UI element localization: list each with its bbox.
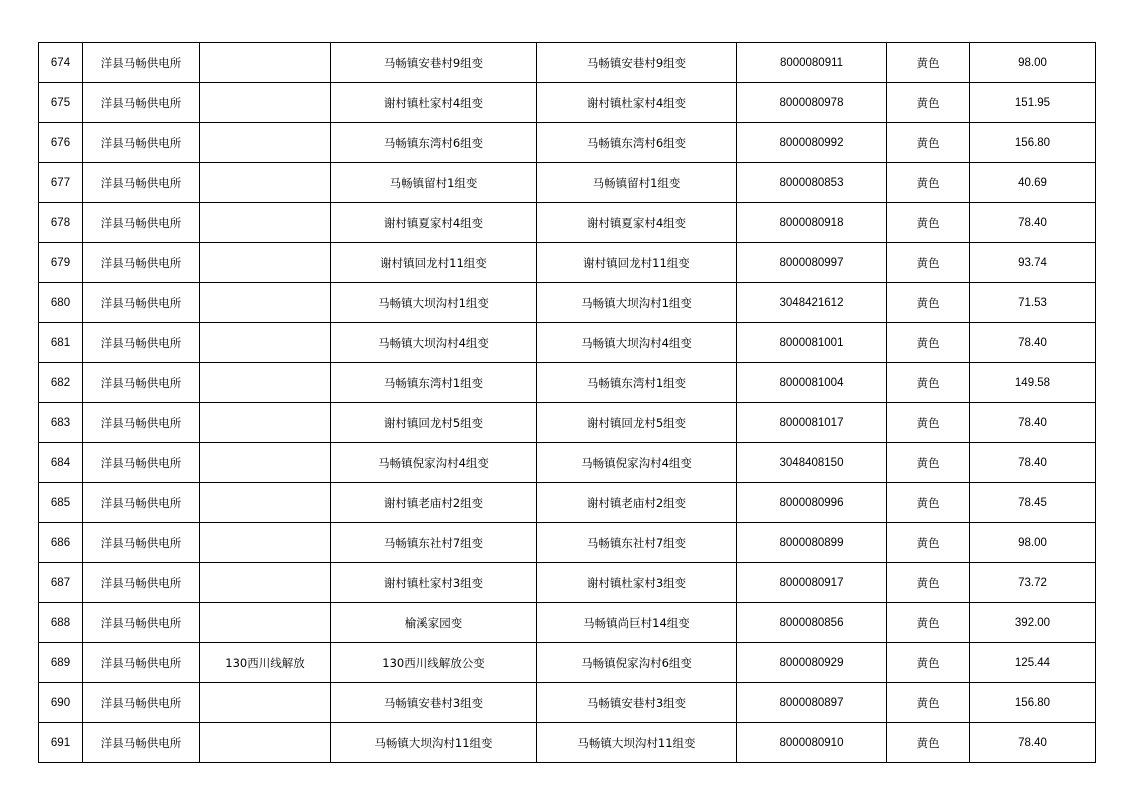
meter-code-cell: 8000080929 [737,643,887,683]
unit-cell: 洋县马畅供电所 [83,443,200,483]
transformer-cell: 马畅镇大坝沟村4组变 [331,323,537,363]
station-name-cell: 谢村镇老庙村2组变 [537,483,737,523]
row-number-cell: 684 [39,443,83,483]
unit-cell: 洋县马畅供电所 [83,643,200,683]
transformer-cell: 130西川线解放公变 [331,643,537,683]
meter-code-cell: 8000080918 [737,203,887,243]
transformer-cell: 谢村镇杜家村4组变 [331,83,537,123]
station-name-cell: 马畅镇东湾村1组变 [537,363,737,403]
transformer-cell: 马畅镇东湾村1组变 [331,363,537,403]
meter-code-cell: 8000080996 [737,483,887,523]
station-name-cell: 马畅镇大坝沟村4组变 [537,323,737,363]
row-number-cell: 682 [39,363,83,403]
transformer-cell: 谢村镇回龙村5组变 [331,403,537,443]
meter-code-cell: 8000080997 [737,243,887,283]
warning-level-cell: 黄色 [887,403,970,443]
transformer-cell: 谢村镇老庙村2组变 [331,483,537,523]
table-row [39,523,1096,563]
row-number-cell: 691 [39,723,83,763]
line-cell [200,83,331,123]
row-number-cell: 676 [39,123,83,163]
row-number-cell: 686 [39,523,83,563]
transformer-cell: 马畅镇东社村7组变 [331,523,537,563]
warning-level-cell: 黄色 [887,523,970,563]
table-row [39,643,1096,683]
row-number-cell: 690 [39,683,83,723]
table-row [39,483,1096,523]
table-row [39,123,1096,163]
value-cell: 125.44 [970,643,1096,683]
station-name-cell: 马畅镇大坝沟村11组变 [537,723,737,763]
line-cell [200,523,331,563]
transformer-cell: 马畅镇大坝沟村1组变 [331,283,537,323]
row-number-cell: 683 [39,403,83,443]
warning-level-cell: 黄色 [887,123,970,163]
meter-code-cell: 8000080917 [737,563,887,603]
value-cell: 71.53 [970,283,1096,323]
warning-level-cell: 黄色 [887,323,970,363]
meter-code-cell: 8000081004 [737,363,887,403]
row-number-cell: 687 [39,563,83,603]
unit-cell: 洋县马畅供电所 [83,683,200,723]
row-number-cell: 680 [39,283,83,323]
transformer-cell: 谢村镇回龙村11组变 [331,243,537,283]
station-name-cell: 谢村镇杜家村4组变 [537,83,737,123]
line-cell [200,123,331,163]
unit-cell: 洋县马畅供电所 [83,603,200,643]
line-cell [200,403,331,443]
meter-code-cell: 8000080853 [737,163,887,203]
unit-cell: 洋县马畅供电所 [83,403,200,443]
transformer-cell: 马畅镇东湾村6组变 [331,123,537,163]
unit-cell: 洋县马畅供电所 [83,323,200,363]
table-row [39,723,1096,763]
row-number-cell: 688 [39,603,83,643]
table-body [39,43,1096,763]
line-cell [200,563,331,603]
unit-cell: 洋县马畅供电所 [83,163,200,203]
meter-code-cell: 8000080897 [737,683,887,723]
transformer-cell: 榆溪家园变 [331,603,537,643]
warning-level-cell: 黄色 [887,643,970,683]
table-row [39,563,1096,603]
line-cell [200,683,331,723]
meter-code-cell: 8000080992 [737,123,887,163]
line-cell [200,43,331,83]
table-row [39,603,1096,643]
unit-cell: 洋县马畅供电所 [83,283,200,323]
warning-level-cell: 黄色 [887,603,970,643]
value-cell: 156.80 [970,123,1096,163]
warning-level-cell: 黄色 [887,483,970,523]
unit-cell: 洋县马畅供电所 [83,523,200,563]
line-cell [200,203,331,243]
transformer-cell: 马畅镇倪家沟村4组变 [331,443,537,483]
warning-level-cell: 黄色 [887,723,970,763]
unit-cell: 洋县马畅供电所 [83,363,200,403]
meter-code-cell: 8000081001 [737,323,887,363]
line-cell [200,163,331,203]
value-cell: 392.00 [970,603,1096,643]
table-row [39,283,1096,323]
unit-cell: 洋县马畅供电所 [83,43,200,83]
line-cell [200,283,331,323]
row-number-cell: 675 [39,83,83,123]
meter-code-cell: 3048421612 [737,283,887,323]
transformer-cell: 谢村镇杜家村3组变 [331,563,537,603]
station-name-cell: 马畅镇尚巨村14组变 [537,603,737,643]
warning-level-cell: 黄色 [887,283,970,323]
unit-cell: 洋县马畅供电所 [83,83,200,123]
warning-level-cell: 黄色 [887,203,970,243]
row-number-cell: 677 [39,163,83,203]
warning-level-cell: 黄色 [887,683,970,723]
row-number-cell: 685 [39,483,83,523]
value-cell: 73.72 [970,563,1096,603]
line-cell [200,723,331,763]
meter-code-cell: 3048408150 [737,443,887,483]
station-name-cell: 谢村镇夏家村4组变 [537,203,737,243]
value-cell: 156.80 [970,683,1096,723]
unit-cell: 洋县马畅供电所 [83,123,200,163]
warning-level-cell: 黄色 [887,43,970,83]
meter-code-cell: 8000081017 [737,403,887,443]
transformer-cell: 马畅镇留村1组变 [331,163,537,203]
station-name-cell: 谢村镇杜家村3组变 [537,563,737,603]
station-name-cell: 谢村镇回龙村5组变 [537,403,737,443]
value-cell: 98.00 [970,43,1096,83]
table-row [39,243,1096,283]
warning-level-cell: 黄色 [887,243,970,283]
unit-cell: 洋县马畅供电所 [83,243,200,283]
station-name-cell: 马畅镇东湾村6组变 [537,123,737,163]
row-number-cell: 679 [39,243,83,283]
station-name-cell: 马畅镇安巷村9组变 [537,43,737,83]
unit-cell: 洋县马畅供电所 [83,203,200,243]
row-number-cell: 674 [39,43,83,83]
meter-code-cell: 8000080978 [737,83,887,123]
table-row [39,443,1096,483]
value-cell: 40.69 [970,163,1096,203]
meter-code-cell: 8000080856 [737,603,887,643]
data-table [38,42,1096,763]
transformer-cell: 谢村镇夏家村4组变 [331,203,537,243]
unit-cell: 洋县马畅供电所 [83,563,200,603]
meter-code-cell: 8000080911 [737,43,887,83]
station-name-cell: 马畅镇倪家沟村4组变 [537,443,737,483]
line-cell [200,243,331,283]
line-cell [200,323,331,363]
line-cell: 130西川线解放 [200,643,331,683]
warning-level-cell: 黄色 [887,563,970,603]
unit-cell: 洋县马畅供电所 [83,483,200,523]
row-number-cell: 689 [39,643,83,683]
value-cell: 98.00 [970,523,1096,563]
station-name-cell: 马畅镇东社村7组变 [537,523,737,563]
station-name-cell: 马畅镇安巷村3组变 [537,683,737,723]
transformer-cell: 马畅镇大坝沟村11组变 [331,723,537,763]
value-cell: 78.40 [970,203,1096,243]
table-row [39,83,1096,123]
line-cell [200,603,331,643]
meter-code-cell: 8000080910 [737,723,887,763]
warning-level-cell: 黄色 [887,163,970,203]
value-cell: 78.40 [970,323,1096,363]
station-name-cell: 马畅镇倪家沟村6组变 [537,643,737,683]
table-row [39,403,1096,443]
warning-level-cell: 黄色 [887,363,970,403]
value-cell: 93.74 [970,243,1096,283]
value-cell: 149.58 [970,363,1096,403]
line-cell [200,363,331,403]
table-row [39,683,1096,723]
warning-level-cell: 黄色 [887,83,970,123]
table-row [39,43,1096,83]
value-cell: 151.95 [970,83,1096,123]
warning-level-cell: 黄色 [887,443,970,483]
transformer-cell: 马畅镇安巷村9组变 [331,43,537,83]
table-row [39,363,1096,403]
station-name-cell: 马畅镇大坝沟村1组变 [537,283,737,323]
value-cell: 78.40 [970,403,1096,443]
line-cell [200,443,331,483]
meter-code-cell: 8000080899 [737,523,887,563]
value-cell: 78.40 [970,723,1096,763]
table-row [39,203,1096,243]
unit-cell: 洋县马畅供电所 [83,723,200,763]
value-cell: 78.45 [970,483,1096,523]
line-cell [200,483,331,523]
station-name-cell: 马畅镇留村1组变 [537,163,737,203]
value-cell: 78.40 [970,443,1096,483]
row-number-cell: 681 [39,323,83,363]
row-number-cell: 678 [39,203,83,243]
table-row [39,323,1096,363]
transformer-cell: 马畅镇安巷村3组变 [331,683,537,723]
station-name-cell: 谢村镇回龙村11组变 [537,243,737,283]
table-row [39,163,1096,203]
